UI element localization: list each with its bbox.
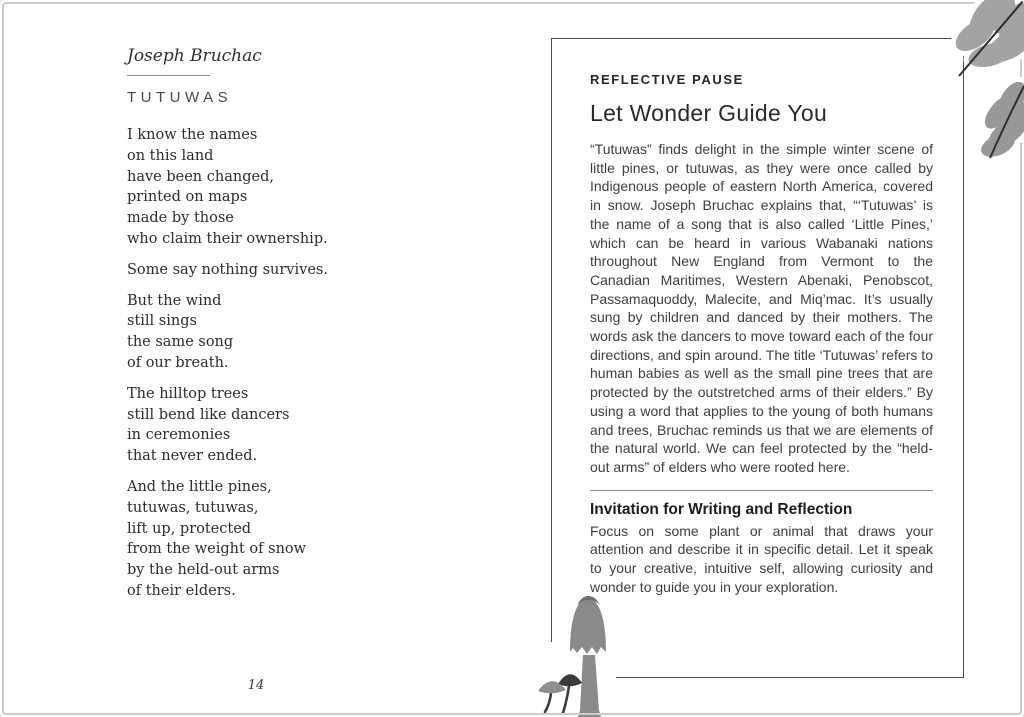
poem-line: by the held-out arms xyxy=(127,562,280,579)
poem-line: still bend like dancers xyxy=(127,406,290,423)
poem-line: from the weight of snow xyxy=(127,541,307,558)
poem-author: Joseph Bruchac xyxy=(127,46,262,66)
poem-line: that never ended. xyxy=(127,448,258,465)
left-page xyxy=(127,46,427,612)
poem-line: The hilltop trees xyxy=(127,385,249,402)
poem-line: of their elders. xyxy=(127,582,236,599)
invitation-heading: Invitation for Writing and Reflection xyxy=(590,500,853,518)
poem-stanza xyxy=(127,125,427,250)
poem-stanza xyxy=(127,384,427,467)
section-divider-rule xyxy=(590,490,933,491)
poem-line: I know the names xyxy=(127,127,258,143)
poem-line: on this land xyxy=(127,147,214,164)
poem-line: the same song xyxy=(127,334,234,351)
poem-line: Some say nothing survives. xyxy=(127,261,328,278)
poem-stanza xyxy=(127,260,427,281)
poem-line: made by those xyxy=(127,210,234,227)
invitation-paragraph: Focus on some plant or animal that draws your attention and describe it in specific detail. Let it speak to your creative, intuitive self, allowing curiosity and wonder to guide you in your exploration. xyxy=(590,522,933,595)
poem-line: have been changed, xyxy=(127,168,274,185)
poem-line: lift up, protected xyxy=(127,520,252,537)
poem-line: And the little pines, xyxy=(127,478,272,495)
tall-mushroom-cap xyxy=(570,598,606,654)
poem-line: But the wind xyxy=(127,292,222,309)
oak-leaves-illustration xyxy=(929,0,1024,170)
poem-line: still sings xyxy=(127,313,197,330)
poem-title: TUTUWAS xyxy=(127,89,233,106)
poem-line: in ceremonies xyxy=(127,427,231,444)
reflective-pause-panel xyxy=(551,38,964,678)
poem-body xyxy=(127,125,427,602)
section-heading: Let Wonder Guide You xyxy=(590,100,828,126)
poem-stanza xyxy=(127,477,427,602)
poem-line: tutuwas, tutuwas, xyxy=(127,499,259,516)
section-eyebrow: REFLECTIVE PAUSE xyxy=(590,72,744,87)
poem-line: printed on maps xyxy=(127,189,248,206)
poem-line: who claim their ownership. xyxy=(127,230,328,247)
page-number: 14 xyxy=(247,678,265,693)
author-underline-rule xyxy=(127,75,210,76)
commentary-paragraph: “Tutuwas” finds delight in the simple winter scene of little pines, or tutuwas, as they were once called by Indigenous people of eastern North America, covered in snow. Joseph Bruchac explains that, “‘Tutuwas’ is the name of a song that is also called ‘Little Pines,’ which can be heard in various Wabanaki nations throughout New England from Vermont to the Canadian Maritimes, Western Abenaki, Penobscot, Passamaquoddy, Malecite, and Miq’mac. It’s usually sung by children and danced by their mothers. The words ask the dancers to move toward each of the four directions, and spin around. The title ‘Tutuwas’ refers to human babies as well as the small pine trees that are protected by the outstretched arms of their elders.” By using a word that applies to the young of both humans and trees, Bruchac reminds us that we are elements of the natural world. We can feel protected by the “held-out arms” of elders who were rooted here. xyxy=(590,141,933,475)
mushrooms-illustration xyxy=(520,585,625,717)
poem-line: of our breath. xyxy=(127,354,229,371)
poem-stanza xyxy=(127,291,427,374)
